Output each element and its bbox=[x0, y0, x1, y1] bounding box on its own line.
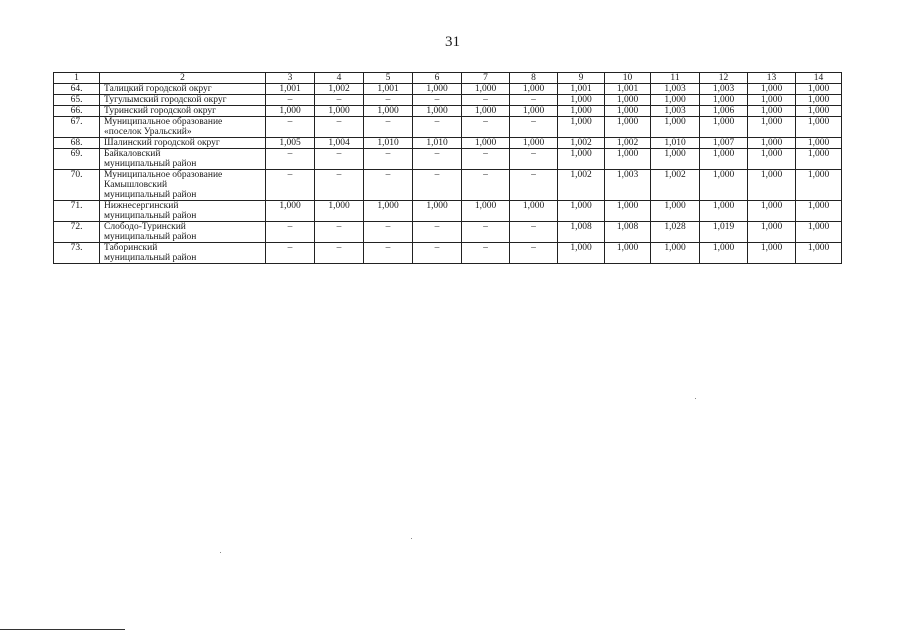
value-cell: 1,000 bbox=[266, 201, 315, 222]
page-number: 31 bbox=[445, 34, 460, 50]
value-cell: 1,000 bbox=[796, 138, 842, 149]
header-row bbox=[54, 73, 842, 84]
value-cell: – bbox=[315, 149, 364, 170]
value-cell: 1,001 bbox=[266, 84, 315, 95]
value-cell: – bbox=[510, 243, 558, 264]
value-cell: 1,000 bbox=[700, 201, 748, 222]
header-cell: 2 bbox=[100, 73, 266, 84]
value-cell: 1,000 bbox=[748, 95, 796, 106]
value-cell: 1,003 bbox=[651, 106, 700, 117]
value-cell: – bbox=[510, 222, 558, 243]
municipality-name-line: Таборинский bbox=[104, 243, 158, 253]
value-cell: 1,010 bbox=[413, 138, 462, 149]
value-cell: – bbox=[266, 95, 315, 106]
municipality-name-line: Муниципальное образование bbox=[104, 170, 223, 180]
value-cell: 1,001 bbox=[364, 84, 413, 95]
municipality-name-line: муниципальный район bbox=[104, 211, 197, 221]
value-cell: 1,000 bbox=[413, 201, 462, 222]
value-cell: – bbox=[510, 149, 558, 170]
table-row bbox=[54, 84, 842, 95]
header-cell: 5 bbox=[364, 73, 413, 84]
table-row bbox=[54, 222, 842, 243]
municipality-name bbox=[100, 243, 266, 264]
value-cell: 1,000 bbox=[266, 106, 315, 117]
value-cell: – bbox=[266, 117, 315, 138]
value-cell: 1,000 bbox=[796, 243, 842, 264]
value-cell: 1,000 bbox=[748, 222, 796, 243]
row-number: 69. bbox=[54, 149, 100, 170]
value-cell: 1,000 bbox=[605, 117, 651, 138]
value-cell: 1,003 bbox=[700, 84, 748, 95]
value-cell: 1,000 bbox=[462, 138, 510, 149]
header-cell: 14 bbox=[796, 73, 842, 84]
value-cell: 1,002 bbox=[651, 170, 700, 201]
value-cell: 1,000 bbox=[605, 95, 651, 106]
value-cell: – bbox=[510, 117, 558, 138]
value-cell: – bbox=[266, 243, 315, 264]
value-cell: 1,000 bbox=[462, 106, 510, 117]
value-cell: 1,000 bbox=[796, 117, 842, 138]
header-cell: 8 bbox=[510, 73, 558, 84]
value-cell: 1,000 bbox=[700, 117, 748, 138]
value-cell: 1,010 bbox=[651, 138, 700, 149]
value-cell: 1,008 bbox=[558, 222, 605, 243]
value-cell: – bbox=[315, 243, 364, 264]
municipality-name-line: Тугулымский городской округ bbox=[104, 95, 227, 105]
header-cell: 7 bbox=[462, 73, 510, 84]
value-cell: 1,000 bbox=[462, 201, 510, 222]
value-cell: 1,000 bbox=[605, 201, 651, 222]
value-cell: 1,000 bbox=[315, 106, 364, 117]
row-number: 70. bbox=[54, 170, 100, 201]
value-cell: – bbox=[266, 149, 315, 170]
value-cell: 1,000 bbox=[413, 106, 462, 117]
header-cell: 12 bbox=[700, 73, 748, 84]
municipality-name bbox=[100, 84, 266, 95]
municipality-name bbox=[100, 149, 266, 170]
municipality-name bbox=[100, 138, 266, 149]
value-cell: 1,005 bbox=[266, 138, 315, 149]
value-cell: – bbox=[462, 222, 510, 243]
value-cell: 1,000 bbox=[700, 243, 748, 264]
value-cell: 1,001 bbox=[558, 84, 605, 95]
municipality-name-line: Байкаловский bbox=[104, 149, 161, 159]
table-row bbox=[54, 243, 842, 264]
value-cell: – bbox=[364, 149, 413, 170]
municipality-name-line: Муниципальное образование bbox=[104, 117, 223, 127]
value-cell: 1,000 bbox=[413, 84, 462, 95]
value-cell: 1,001 bbox=[605, 84, 651, 95]
bottom-rule bbox=[0, 629, 125, 630]
value-cell: 1,000 bbox=[558, 201, 605, 222]
value-cell: – bbox=[364, 117, 413, 138]
value-cell: 1,000 bbox=[558, 95, 605, 106]
value-cell: 1,000 bbox=[605, 149, 651, 170]
value-cell: – bbox=[462, 243, 510, 264]
row-number: 68. bbox=[54, 138, 100, 149]
value-cell: 1,000 bbox=[364, 106, 413, 117]
municipality-name-line: муниципальный район bbox=[104, 253, 197, 263]
value-cell: – bbox=[413, 222, 462, 243]
table-row bbox=[54, 106, 842, 117]
header-cell: 3 bbox=[266, 73, 315, 84]
coefficients-table bbox=[53, 72, 842, 264]
value-cell: – bbox=[315, 222, 364, 243]
value-cell: 1,000 bbox=[796, 149, 842, 170]
header-cell: 6 bbox=[413, 73, 462, 84]
value-cell: 1,000 bbox=[748, 106, 796, 117]
value-cell: 1,010 bbox=[364, 138, 413, 149]
value-cell: 1,006 bbox=[700, 106, 748, 117]
municipality-name-line: Слободо-Туринский bbox=[104, 222, 186, 232]
row-number: 73. bbox=[54, 243, 100, 264]
municipality-name-line: «поселок Уральский» bbox=[104, 127, 192, 137]
value-cell: – bbox=[510, 95, 558, 106]
table-row bbox=[54, 170, 842, 201]
value-cell: – bbox=[510, 170, 558, 201]
value-cell: 1,000 bbox=[748, 138, 796, 149]
scan-speck bbox=[411, 538, 412, 539]
value-cell: 1,000 bbox=[700, 170, 748, 201]
value-cell: 1,000 bbox=[651, 95, 700, 106]
value-cell: 1,002 bbox=[605, 138, 651, 149]
value-cell: – bbox=[413, 117, 462, 138]
value-cell: 1,000 bbox=[510, 106, 558, 117]
header-cell: 10 bbox=[605, 73, 651, 84]
value-cell: – bbox=[413, 149, 462, 170]
header-cell: 13 bbox=[748, 73, 796, 84]
value-cell: 1,000 bbox=[651, 117, 700, 138]
value-cell: 1,028 bbox=[651, 222, 700, 243]
scan-speck bbox=[220, 552, 221, 553]
value-cell: 1,002 bbox=[558, 170, 605, 201]
value-cell: 1,003 bbox=[651, 84, 700, 95]
value-cell: 1,000 bbox=[796, 170, 842, 201]
value-cell: 1,000 bbox=[796, 106, 842, 117]
value-cell: 1,007 bbox=[700, 138, 748, 149]
header-cell: 9 bbox=[558, 73, 605, 84]
row-number: 72. bbox=[54, 222, 100, 243]
municipality-name-line: муниципальный район bbox=[104, 159, 197, 169]
table-row bbox=[54, 138, 842, 149]
municipality-name-line: Шалинский городской округ bbox=[104, 138, 220, 148]
municipality-name-line: Камышловский bbox=[104, 180, 168, 190]
value-cell: 1,000 bbox=[748, 201, 796, 222]
value-cell: 1,000 bbox=[748, 117, 796, 138]
value-cell: – bbox=[266, 222, 315, 243]
value-cell: 1,000 bbox=[748, 170, 796, 201]
row-number: 67. bbox=[54, 117, 100, 138]
table-body bbox=[54, 73, 842, 264]
value-cell: – bbox=[364, 170, 413, 201]
value-cell: 1,000 bbox=[651, 149, 700, 170]
value-cell: 1,000 bbox=[462, 84, 510, 95]
value-cell: – bbox=[462, 170, 510, 201]
value-cell: 1,000 bbox=[558, 117, 605, 138]
municipality-name-line: Туринский городской округ bbox=[104, 106, 217, 116]
municipality-name bbox=[100, 201, 266, 222]
municipality-name bbox=[100, 117, 266, 138]
value-cell: – bbox=[315, 95, 364, 106]
table-row bbox=[54, 201, 842, 222]
value-cell: 1,000 bbox=[510, 138, 558, 149]
value-cell: 1,000 bbox=[796, 201, 842, 222]
municipality-name-line: Нижнесергинский bbox=[104, 201, 179, 211]
value-cell: – bbox=[315, 170, 364, 201]
value-cell: – bbox=[462, 95, 510, 106]
row-number: 66. bbox=[54, 106, 100, 117]
value-cell: 1,000 bbox=[700, 149, 748, 170]
value-cell: 1,019 bbox=[700, 222, 748, 243]
value-cell: – bbox=[462, 117, 510, 138]
header-cell: 4 bbox=[315, 73, 364, 84]
municipality-name bbox=[100, 106, 266, 117]
value-cell: – bbox=[315, 117, 364, 138]
value-cell: 1,002 bbox=[315, 84, 364, 95]
value-cell: 1,000 bbox=[748, 149, 796, 170]
header-cell: 11 bbox=[651, 73, 700, 84]
value-cell: – bbox=[266, 170, 315, 201]
value-cell: 1,000 bbox=[510, 84, 558, 95]
value-cell: 1,003 bbox=[605, 170, 651, 201]
value-cell: – bbox=[462, 149, 510, 170]
value-cell: 1,000 bbox=[651, 201, 700, 222]
municipality-name-line: муниципальный район bbox=[104, 232, 197, 242]
value-cell: 1,000 bbox=[605, 243, 651, 264]
municipality-name bbox=[100, 95, 266, 106]
value-cell: – bbox=[413, 95, 462, 106]
value-cell: 1,000 bbox=[796, 84, 842, 95]
table-row bbox=[54, 95, 842, 106]
value-cell: – bbox=[364, 222, 413, 243]
value-cell: 1,000 bbox=[651, 243, 700, 264]
value-cell: 1,000 bbox=[315, 201, 364, 222]
row-number: 64. bbox=[54, 84, 100, 95]
value-cell: 1,004 bbox=[315, 138, 364, 149]
value-cell: – bbox=[413, 170, 462, 201]
value-cell: 1,000 bbox=[558, 243, 605, 264]
municipality-name-line: муниципальный район bbox=[104, 190, 197, 200]
value-cell: – bbox=[364, 243, 413, 264]
municipality-name bbox=[100, 222, 266, 243]
municipality-name bbox=[100, 170, 266, 201]
value-cell: 1,000 bbox=[796, 222, 842, 243]
value-cell: 1,000 bbox=[558, 149, 605, 170]
value-cell: 1,002 bbox=[558, 138, 605, 149]
value-cell: 1,000 bbox=[748, 84, 796, 95]
value-cell: 1,000 bbox=[796, 95, 842, 106]
value-cell: 1,000 bbox=[748, 243, 796, 264]
header-cell: 1 bbox=[54, 73, 100, 84]
table-row bbox=[54, 149, 842, 170]
value-cell: 1,008 bbox=[605, 222, 651, 243]
table-row bbox=[54, 117, 842, 138]
value-cell: – bbox=[364, 95, 413, 106]
row-number: 65. bbox=[54, 95, 100, 106]
value-cell: 1,000 bbox=[510, 201, 558, 222]
value-cell: 1,000 bbox=[364, 201, 413, 222]
value-cell: 1,000 bbox=[700, 95, 748, 106]
value-cell: – bbox=[413, 243, 462, 264]
row-number: 71. bbox=[54, 201, 100, 222]
scan-speck bbox=[695, 398, 696, 399]
value-cell: 1,000 bbox=[558, 106, 605, 117]
municipality-name-line: Талицкий городской округ bbox=[104, 84, 212, 94]
value-cell: 1,000 bbox=[605, 106, 651, 117]
